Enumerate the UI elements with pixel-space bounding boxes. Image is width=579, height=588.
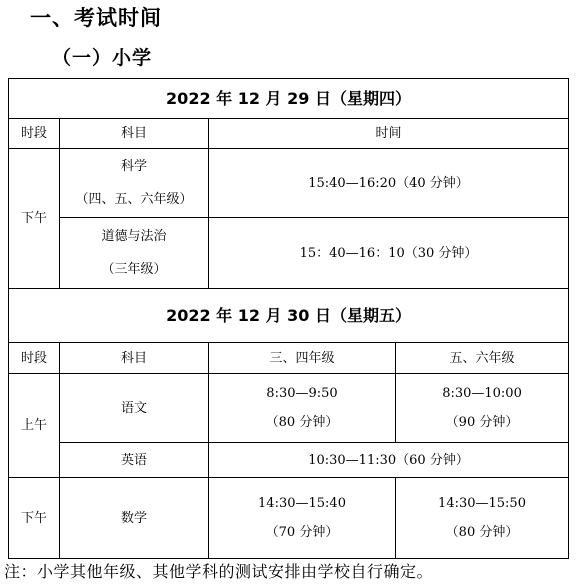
time-range: 8:30—10:00 [442, 386, 522, 401]
subject-cell [60, 149, 209, 218]
subsection-heading: （一）小学 [52, 47, 153, 69]
footnote: 注：小学其他年级、其他学科的测试安排由学校自行确定。 [4, 562, 434, 581]
time-cell: 15:40—16:20（40 分钟） [209, 149, 569, 218]
time-range: 14:30—15:50 [438, 496, 526, 511]
date-header: 2022 年 12 月 29 日（星期四） [9, 79, 569, 119]
duration: （80 分钟） [445, 525, 519, 540]
period-cell: 下午 [9, 149, 60, 289]
time-cell: 10:30—11:30（60 分钟） [209, 443, 569, 478]
subject-grade: （四、五、六年级） [75, 192, 193, 207]
time-range: 8:30—9:50 [266, 386, 338, 401]
period-cell: 下午 [9, 478, 60, 559]
subject-name: 科学 [120, 159, 147, 174]
time-cell [209, 478, 396, 559]
column-header-subject: 科目 [60, 119, 209, 149]
column-header-period: 时段 [9, 119, 60, 149]
time-cell [396, 374, 569, 443]
subject-cell: 语文 [60, 374, 209, 443]
column-header-grades-5-6: 五、六年级 [396, 343, 569, 374]
column-header-subject: 科目 [60, 343, 209, 374]
time-cell [209, 374, 396, 443]
column-header-time: 时间 [209, 119, 569, 149]
schedule-table-dec30 [8, 288, 569, 559]
time-cell: 15：40—16：10（30 分钟） [209, 218, 569, 289]
duration: （80 分钟） [265, 415, 339, 430]
duration: （90 分钟） [445, 415, 519, 430]
duration: （70 分钟） [265, 525, 339, 540]
column-header-period: 时段 [9, 343, 60, 374]
section-heading: 一、考试时间 [30, 6, 162, 30]
subject-cell [60, 218, 209, 289]
column-header-grades-3-4: 三、四年级 [209, 343, 396, 374]
subject-cell: 英语 [60, 443, 209, 478]
period-cell: 上午 [9, 374, 60, 478]
subject-cell: 数学 [60, 478, 209, 559]
time-cell [396, 478, 569, 559]
schedule-table-dec29 [8, 78, 569, 289]
date-header: 2022 年 12 月 30 日（星期五） [9, 289, 569, 343]
subject-grade: （三年级） [101, 262, 167, 277]
time-range: 14:30—15:40 [258, 496, 346, 511]
subject-name: 道德与法治 [101, 229, 167, 244]
